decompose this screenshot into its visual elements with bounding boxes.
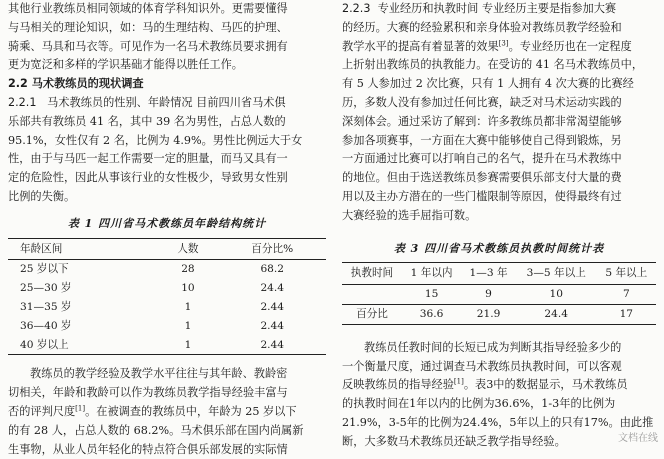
table-header: 人数 xyxy=(177,242,199,255)
citation-ref: [3] xyxy=(498,38,509,47)
intro-line-1: 其他行业教练员相同领域的体育学科知识外。更需要懂得 xyxy=(8,2,288,15)
bottom-line-2: 切相关，年龄和教龄可以作为教练员教学指导经验丰富与 xyxy=(8,386,288,400)
table-header: 年龄区间 xyxy=(20,242,63,255)
table-cell: 1 xyxy=(184,300,192,313)
right-para2-line-3 xyxy=(342,376,656,395)
right-para2-line-5: 21.9%，3-5年的比例为24.4%，5年以上的只有17%。由此推 xyxy=(342,415,654,429)
table-cell: 25 岁以下 xyxy=(20,263,69,276)
table-cell: 7 xyxy=(597,285,656,305)
right-para1-line-5: 有 5 人参加过 2 次比赛，只有 1 人拥有 4 次大赛的比赛经 xyxy=(342,77,634,91)
table-cell: 68.2 xyxy=(260,263,285,276)
subsection-number: 2.2.3 xyxy=(342,2,371,15)
table-header: 1—3 年 xyxy=(469,267,508,280)
table-header: 5 年以上 xyxy=(605,267,648,280)
right-para2-line-6: 断，大多数马术教练员还缺乏教学指导经验。 xyxy=(342,434,566,448)
right-para1-line-1 xyxy=(342,0,656,19)
right-para1-line-12: 大赛经验的选手屈指可数。 xyxy=(342,208,477,222)
table-cell xyxy=(342,285,402,305)
table-cell: 9 xyxy=(461,285,516,305)
intro-line-2: 与马相关的理论知识，如：马的生理结构、马匹的护理、 xyxy=(8,20,288,34)
table-cell: 31—35 岁 xyxy=(20,300,72,313)
table1-caption: 表 1 四川省马术教练员年龄结构统计 xyxy=(67,216,267,230)
left-column xyxy=(8,0,326,459)
subsection-line-3: 95.1%，女性仅有 2 名，比例为 4.9%。男性比例远大于女 xyxy=(8,133,303,147)
right-column xyxy=(342,0,656,452)
table-cell: 1 xyxy=(184,338,192,351)
table-cell: 10 xyxy=(181,282,195,295)
table-cell: 2.44 xyxy=(260,300,285,313)
right-para2-line-4: 的执教时间在1年以内的比例为36.6%，1-3年的比例为 xyxy=(342,397,616,411)
table-header: 执教时间 xyxy=(350,267,394,280)
bottom-line-3-a: 否的评判尺度 xyxy=(8,404,76,418)
subsection-line-5: 定的危险性，因此从事该行业的女性极少，导致男女性别 xyxy=(8,171,288,185)
table-header: 百分比% xyxy=(251,242,294,255)
subsection-line-4: 性，由于与马匹一起工作需要一定的胆量，而马又具有一 xyxy=(8,152,288,166)
bottom-line-3 xyxy=(8,403,326,422)
table-cell: 2.44 xyxy=(260,338,285,351)
table-cell: 24.4 xyxy=(260,282,285,295)
right-para1-line-6: 历，多数人没有参加过任何比赛，缺乏对马术运动实践的 xyxy=(342,95,622,109)
table-row xyxy=(8,279,326,298)
table-cell: 10 xyxy=(516,285,597,305)
right-para1-line-10: 的地位。但由于选送教练员参赛需要俱乐部支付大量的费 xyxy=(342,171,622,185)
table-cell: 36—40 岁 xyxy=(20,319,72,332)
subsection-number: 2.2.1 xyxy=(8,95,37,109)
section-heading: 2.2 马术教练员的现状调查 xyxy=(8,77,144,91)
table-cell: 36.6 xyxy=(419,307,444,320)
table-cell: 2.44 xyxy=(260,319,285,332)
intro-line-4: 更为宽泛和多样的学识基础才能得以胜任工作。 xyxy=(8,58,243,72)
table-row xyxy=(8,298,326,317)
intro-line-3: 骑乘、马具和马衣等。可见作为一名马术教练员要求拥有 xyxy=(8,39,288,53)
table-row xyxy=(8,336,326,355)
table-header-row xyxy=(8,238,326,260)
table-cell: 24.4 xyxy=(544,307,569,320)
right-para1-line-8: 参加各项赛事，一方面在大赛中能够使自己得到锻炼，另 xyxy=(342,133,622,147)
watermark: 文档在线 xyxy=(618,433,658,444)
table-cell: 15 xyxy=(402,285,461,305)
table-row xyxy=(342,304,656,324)
table-header: 1 年以内 xyxy=(410,267,453,280)
right-para1-line-3-a: 教学水平的提高有着显著的效果 xyxy=(342,39,499,53)
subsection-line-2: 乐部共有教练员 41 名，其中 39 名为男性，占总人数的 xyxy=(8,114,286,128)
right-para2-line-3-a: 反映教练员的指导经验 xyxy=(342,378,454,392)
subsection-first-text: 马术教练员的性别、年龄情况 目前四川省马术俱 xyxy=(47,95,286,109)
table-row xyxy=(8,317,326,336)
citation-ref: [1] xyxy=(75,404,86,413)
citation-ref: [1] xyxy=(453,377,464,386)
right-para1-line-2: 的经历。大赛的经验累积和亲身体验对教练员教学经验和 xyxy=(342,20,622,34)
table-cell: 28 xyxy=(181,263,195,276)
right-para1-line-7: 深刻体会。通过采访了解到：许多教练员都非常渴望能够 xyxy=(342,114,622,128)
right-para1-line-3-b: 。专业经历也在一定程度 xyxy=(508,39,632,53)
bottom-line-4: 的有 28 人，占总人数的 68.2%。马术俱乐部在国内尚属新 xyxy=(8,423,304,437)
table-row xyxy=(342,285,656,305)
table-cell: 25—30 岁 xyxy=(20,282,72,295)
subsection-line-6: 比例的失衡。 xyxy=(8,189,76,203)
table-cell: 40 岁以上 xyxy=(20,338,69,351)
subsection-2-2-1-line-1 xyxy=(8,94,326,113)
teaching-time-table xyxy=(342,262,656,324)
age-structure-table xyxy=(8,238,326,356)
right-para1-line-4: 上折射出教练员的执教能力。在受访的 41 名马术教练员中， xyxy=(342,58,644,72)
right-para1-line-3 xyxy=(342,38,656,57)
right-para2-line-2: 一个衡量尺度，通过调查马术教练员执教时间，可以客观 xyxy=(342,359,622,373)
right-para2-line-3-b: 。表3中的数据显示，马术教练员 xyxy=(463,378,628,392)
bottom-line-3-b: 。在被调查的教练员中，年龄为 25 岁以下 xyxy=(85,404,297,418)
right-para1-line-9: 一方面通过比赛可以打响自己的名气，提升在马术教练中 xyxy=(342,152,622,166)
table-cell: 1 xyxy=(184,319,192,332)
table-header-row xyxy=(342,263,656,285)
table3-caption: 表 3 四川省马术教练员执教时间统计表 xyxy=(393,241,605,255)
right-para1-line-11: 用以及主办方潜在的一些门槛限制等原因，使得最终有过 xyxy=(342,189,622,203)
table-cell: 百分比 xyxy=(356,307,388,320)
table-cell: 17 xyxy=(619,307,634,320)
table-header: 3—5 年以上 xyxy=(526,267,586,280)
table-row xyxy=(8,260,326,279)
bottom-line-5: 生事物，从业人员年轻化的特点符合俱乐部发展的实际情 xyxy=(8,442,288,456)
right-para1-first-text: 专业经历和执教时间 专业经历主要是指参加大赛 xyxy=(377,2,617,15)
right-para2-line-1: 教练员任教时间的长短已成为判断其指导经验多少的 xyxy=(364,340,622,354)
table-cell: 21.9 xyxy=(476,307,501,320)
bottom-line-1: 教练员的教学经验及教学水平往往与其年龄、教龄密 xyxy=(30,367,288,381)
